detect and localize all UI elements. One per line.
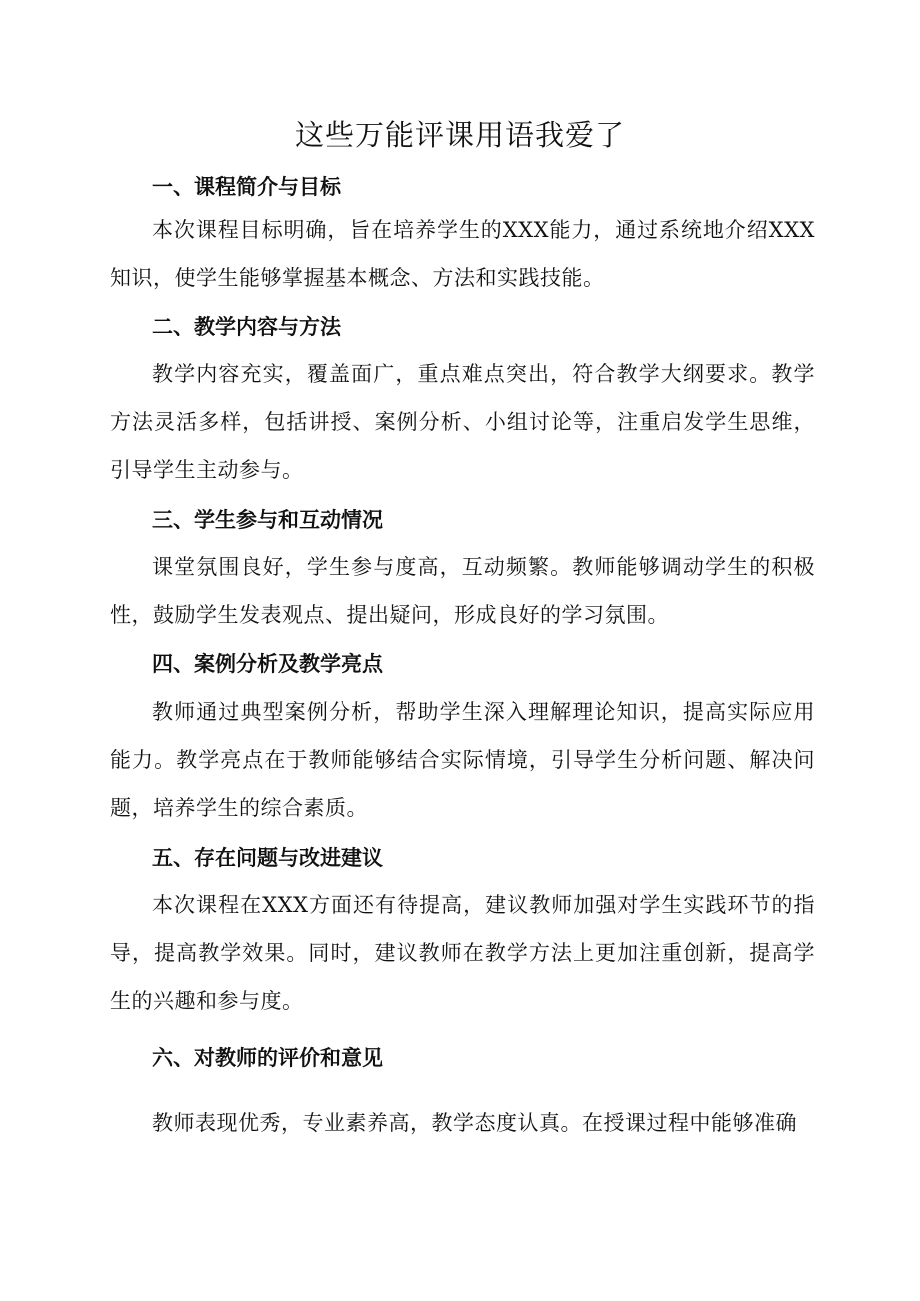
section-heading-5: 五、存在问题与改进建议 [152,846,383,870]
section-heading-1: 一、课程简介与目标 [152,175,341,199]
section-body-6: 教师表现优秀，专业素养高，教学态度认真。在授课过程中能够准确 [152,1111,797,1135]
section-body-1: 本次课程目标明确，旨在培养学生的XXX能力，通过系统地介绍XXX知识，使学生能够掌握基本概念、方法和实践技能。 [110,218,815,290]
page-title: 这些万能评课用语我爱了 [294,118,625,152]
section-body-4: 教师通过典型案例分析，帮助学生深入理解理论知识，提高实际应用能力。教学亮点在于教师能够结合实际情境，引导学生分析问题、解决问题，培养学生的综合素质。 [110,700,815,820]
section-heading-3: 三、学生参与和互动情况 [152,508,383,532]
section-heading-4: 四、案例分析及教学亮点 [152,652,383,676]
section-heading-6: 六、对教师的评价和意见 [152,1046,383,1070]
section-body-3: 课堂氛围良好，学生参与度高，互动频繁。教师能够调动学生的积极性，鼓励学生发表观点、提出疑问，形成良好的学习氛围。 [110,555,815,627]
section-body-5: 本次课程在XXX方面还有待提高，建议教师加强对学生实践环节的指导，提高教学效果。同时，建议教师在教学方法上更加注重创新，提高学生的兴趣和参与度。 [110,893,815,1013]
section-heading-2: 二、教学内容与方法 [152,315,341,339]
section-body-2: 教学内容充实，覆盖面广，重点难点突出，符合教学大纲要求。教学方法灵活多样，包括讲授、案例分析、小组讨论等，注重启发学生思维，引导学生主动参与。 [110,362,815,482]
